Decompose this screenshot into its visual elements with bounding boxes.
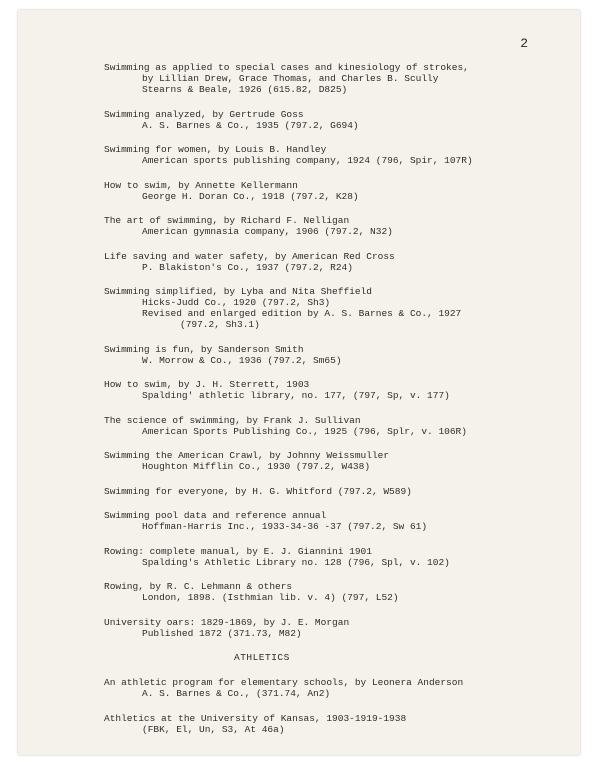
bibliography-entry <box>104 581 574 603</box>
bibliography-entry <box>104 379 574 401</box>
entry-publisher-line: George H. Doran Co., 1918 (797.2, K28) <box>142 190 359 202</box>
entry-title-line: Swimming the American Crawl, by Johnny Weissmuller <box>104 450 390 461</box>
bibliography-entry <box>104 215 574 237</box>
entry-publisher-line: Spalding's Athletic Library no. 128 (796, Spl, v. 102) <box>142 556 450 568</box>
entry-publisher-line: W. Morrow & Co., 1936 (797.2, Sm65) <box>142 354 342 366</box>
bibliography-entry <box>104 415 574 437</box>
entry-publisher-line: A. S. Barnes & Co., 1935 (797.2, G694) <box>142 119 359 131</box>
entry-edition-line: Revised and enlarged edition by A. S. Barnes & Co., 1927 <box>142 308 462 319</box>
entry-publisher-line: Spalding' athletic library, no. 177, (797, Sp, v. 177) <box>142 390 450 401</box>
entry-title-line: The art of swimming, by Richard F. Nelligan <box>104 215 350 226</box>
bibliography-entry <box>104 344 574 366</box>
entry-title-line: An athletic program for elementary schools, by Leonera Anderson <box>104 677 464 688</box>
bibliography-entry <box>104 251 574 273</box>
bibliography-entry <box>104 546 574 568</box>
entry-publisher-line: Houghton Mifflin Co., 1930 (797.2, W438) <box>142 461 371 472</box>
entry-publisher-line: London, 1898. (Isthmian lib. v. 4) (797, L52) <box>142 592 399 603</box>
bibliography-entry <box>104 450 574 472</box>
entry-publisher-line: Hoffman-Harris Inc., 1933-34-36 -37 (797.2, Sw 61) <box>142 521 428 532</box>
section-heading-athletics: ATHLETICS <box>234 652 290 663</box>
entry-title-line: Swimming is fun, by Sanderson Smith <box>104 343 304 355</box>
entry-callnumber-line: (797.2, Sh3.1) <box>180 319 260 330</box>
entry-title-line: Rowing: complete manual, by E. J. Giannini 1901 <box>104 545 372 557</box>
bibliography-entry <box>104 486 574 497</box>
bibliography-entry <box>104 677 574 699</box>
entry-publisher-line: Published 1872 (371.73, M82) <box>142 627 302 639</box>
entry-title-line: The science of swimming, by Frank J. Sullivan <box>104 414 361 426</box>
entry-title-line: Swimming as applied to special cases and kinesiology of strokes, <box>104 62 469 73</box>
entry-title-line: University oars: 1829-1869, by J. E. Morgan <box>104 616 350 628</box>
entry-title-line: Swimming pool data and reference annual <box>104 510 327 521</box>
bibliography-entry <box>104 617 574 639</box>
document-page <box>18 10 580 755</box>
entry-publisher-line: American Sports Publishing Co., 1925 (796, Splr, v. 106R) <box>142 425 467 437</box>
entry-author-line: by Lillian Drew, Grace Thomas, and Charles B. Scully <box>142 73 439 84</box>
entry-publisher-line: Stearns & Beale, 1926 (615.82, D825) <box>142 84 348 95</box>
bibliography-entry <box>104 109 574 131</box>
entry-publisher-line: Hicks-Judd Co., 1920 (797.2, Sh3) <box>142 297 331 308</box>
bibliography-entry <box>104 286 574 330</box>
bibliography-entry <box>104 62 574 95</box>
entry-title-line: Rowing, by R. C. Lehmann & others <box>104 581 293 592</box>
entry-title-line: Swimming analyzed, by Gertrude Goss <box>104 108 304 120</box>
entry-callnumber-line: (FBK, El, Un, S3, At 46a) <box>142 723 285 735</box>
bibliography-entry <box>104 713 574 735</box>
entry-title-line: Swimming for women, by Louis B. Handley <box>104 144 327 155</box>
entry-publisher-line: A. S. Barnes & Co., (371.74, An2) <box>142 688 331 699</box>
entry-publisher-line: American gymnasia company, 1906 (797.2, N32) <box>142 226 393 237</box>
bibliography-entry <box>104 144 574 166</box>
page-number: 2 <box>520 36 528 51</box>
bibliography-entry <box>104 510 574 532</box>
bibliography-entry <box>104 180 574 202</box>
entry-title-line: How to swim, by J. H. Sterrett, 1903 <box>104 379 310 390</box>
entry-publisher-line: P. Blakiston's Co., 1937 (797.2, R24) <box>142 261 353 273</box>
entry-title-line: Life saving and water safety, by American Red Cross <box>104 250 395 262</box>
entry-title-line: Athletics at the University of Kansas, 1903-1919-1938 <box>104 712 407 724</box>
entry-title-line: How to swim, by Annette Kellermann <box>104 179 298 191</box>
bibliography-list <box>104 62 574 748</box>
entry-title-line: Swimming simplified, by Lyba and Nita Sheffield <box>104 286 372 297</box>
entry-title-line: Swimming for everyone, by H. G. Whitford (797.2, W589) <box>104 485 412 497</box>
entry-publisher-line: American sports publishing company, 1924 (796, Spir, 107R) <box>142 155 473 166</box>
